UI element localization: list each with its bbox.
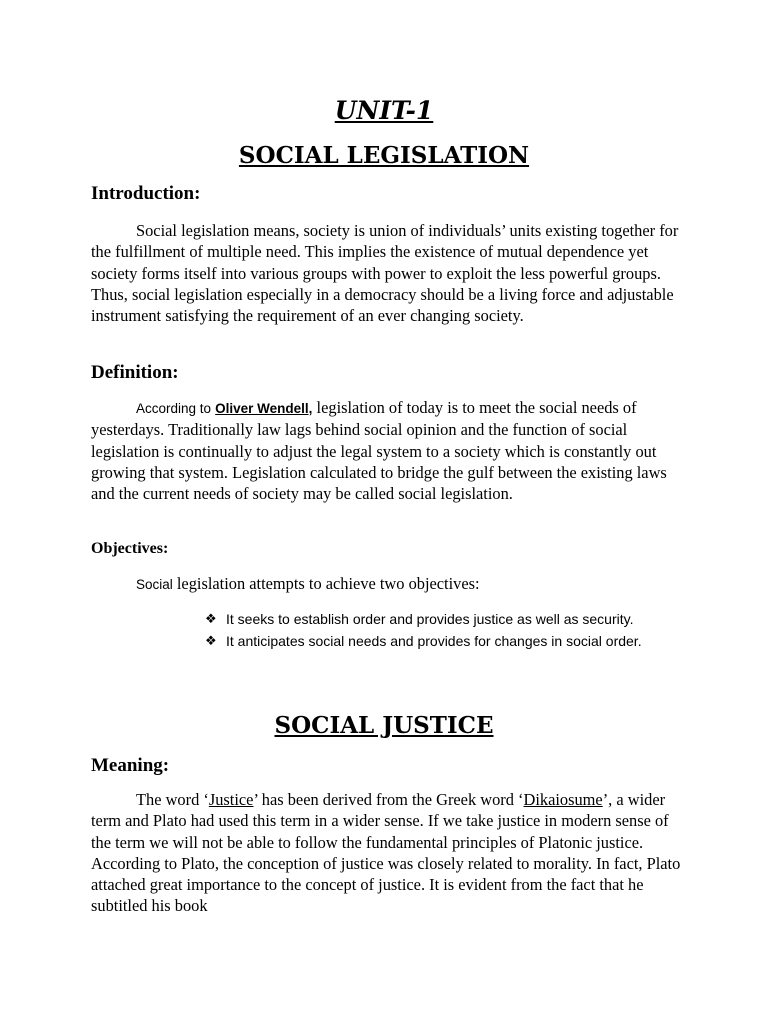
list-item xyxy=(205,630,675,652)
definition-heading: Definition: xyxy=(91,362,179,383)
objective-text: It seeks to establish order and provides justice as well as security. xyxy=(226,611,634,627)
definition-text: legislation of today is to meet the social needs of yesterdays. Traditionally law lags behind social opinion and the function of social legislation is continually to adjust the legal system to a society which is constantly out growing that system. Legislation calculated to bridge the gulf between the existing laws and the current needs of society may be called social legislation. xyxy=(91,398,667,504)
term-justice: Justice xyxy=(208,790,254,809)
diamond-bullet-icon: ❖ xyxy=(205,611,217,626)
definition-lead: According to xyxy=(136,401,212,416)
meaning-text-1: The word ‘ xyxy=(136,790,209,809)
introduction-text: Social legislation means, society is union of individuals’ units existing together for the fulfillment of multiple need. This implies the existence of mutual dependence yet society forms itself into various groups with power to exploit the less powerful groups. Thus, social legislation especially in a democracy should be a living force and adjustable instrument satisfying the requirement of an ever changing society. xyxy=(91,221,679,326)
definition-paragraph xyxy=(91,397,683,504)
meaning-paragraph xyxy=(91,789,683,917)
meaning-heading: Meaning: xyxy=(91,755,170,776)
objectives-lead-text: legislation attempts to achieve two objectives: xyxy=(172,574,480,593)
diamond-bullet-icon: ❖ xyxy=(205,633,217,648)
list-item xyxy=(205,608,675,630)
objectives-list xyxy=(205,608,675,652)
objective-text: It anticipates social needs and provides for changes in social order. xyxy=(226,633,642,649)
meaning-text-2: ’ has been derived from the Greek word ‘ xyxy=(253,790,524,809)
author-name: Oliver Wendell, xyxy=(215,401,313,416)
unit-title: UNIT-1 xyxy=(334,96,434,125)
introduction-heading: Introduction: xyxy=(91,183,201,204)
objectives-lead-prefix: Social xyxy=(136,577,173,592)
introduction-paragraph xyxy=(91,220,683,326)
meaning-text-3: ’, a wider term and Plato had used this term in a wider sense. If we take justice in modern sense of the term we will not be able to follow the fundamental principles of Platonic justice. According to Plato, the conception of justice was closely related to morality. In fact, Plato attached great importance to the concept of justice. It is evident from the fact that he subtitled his book xyxy=(91,790,681,916)
term-dikaiosume: Dikaiosume xyxy=(523,790,603,809)
objectives-heading: Objectives: xyxy=(91,540,169,557)
section-title-social-justice: SOCIAL JUSTICE xyxy=(274,712,494,739)
main-title: SOCIAL LEGISLATION xyxy=(238,142,530,169)
objectives-lead xyxy=(91,573,683,595)
